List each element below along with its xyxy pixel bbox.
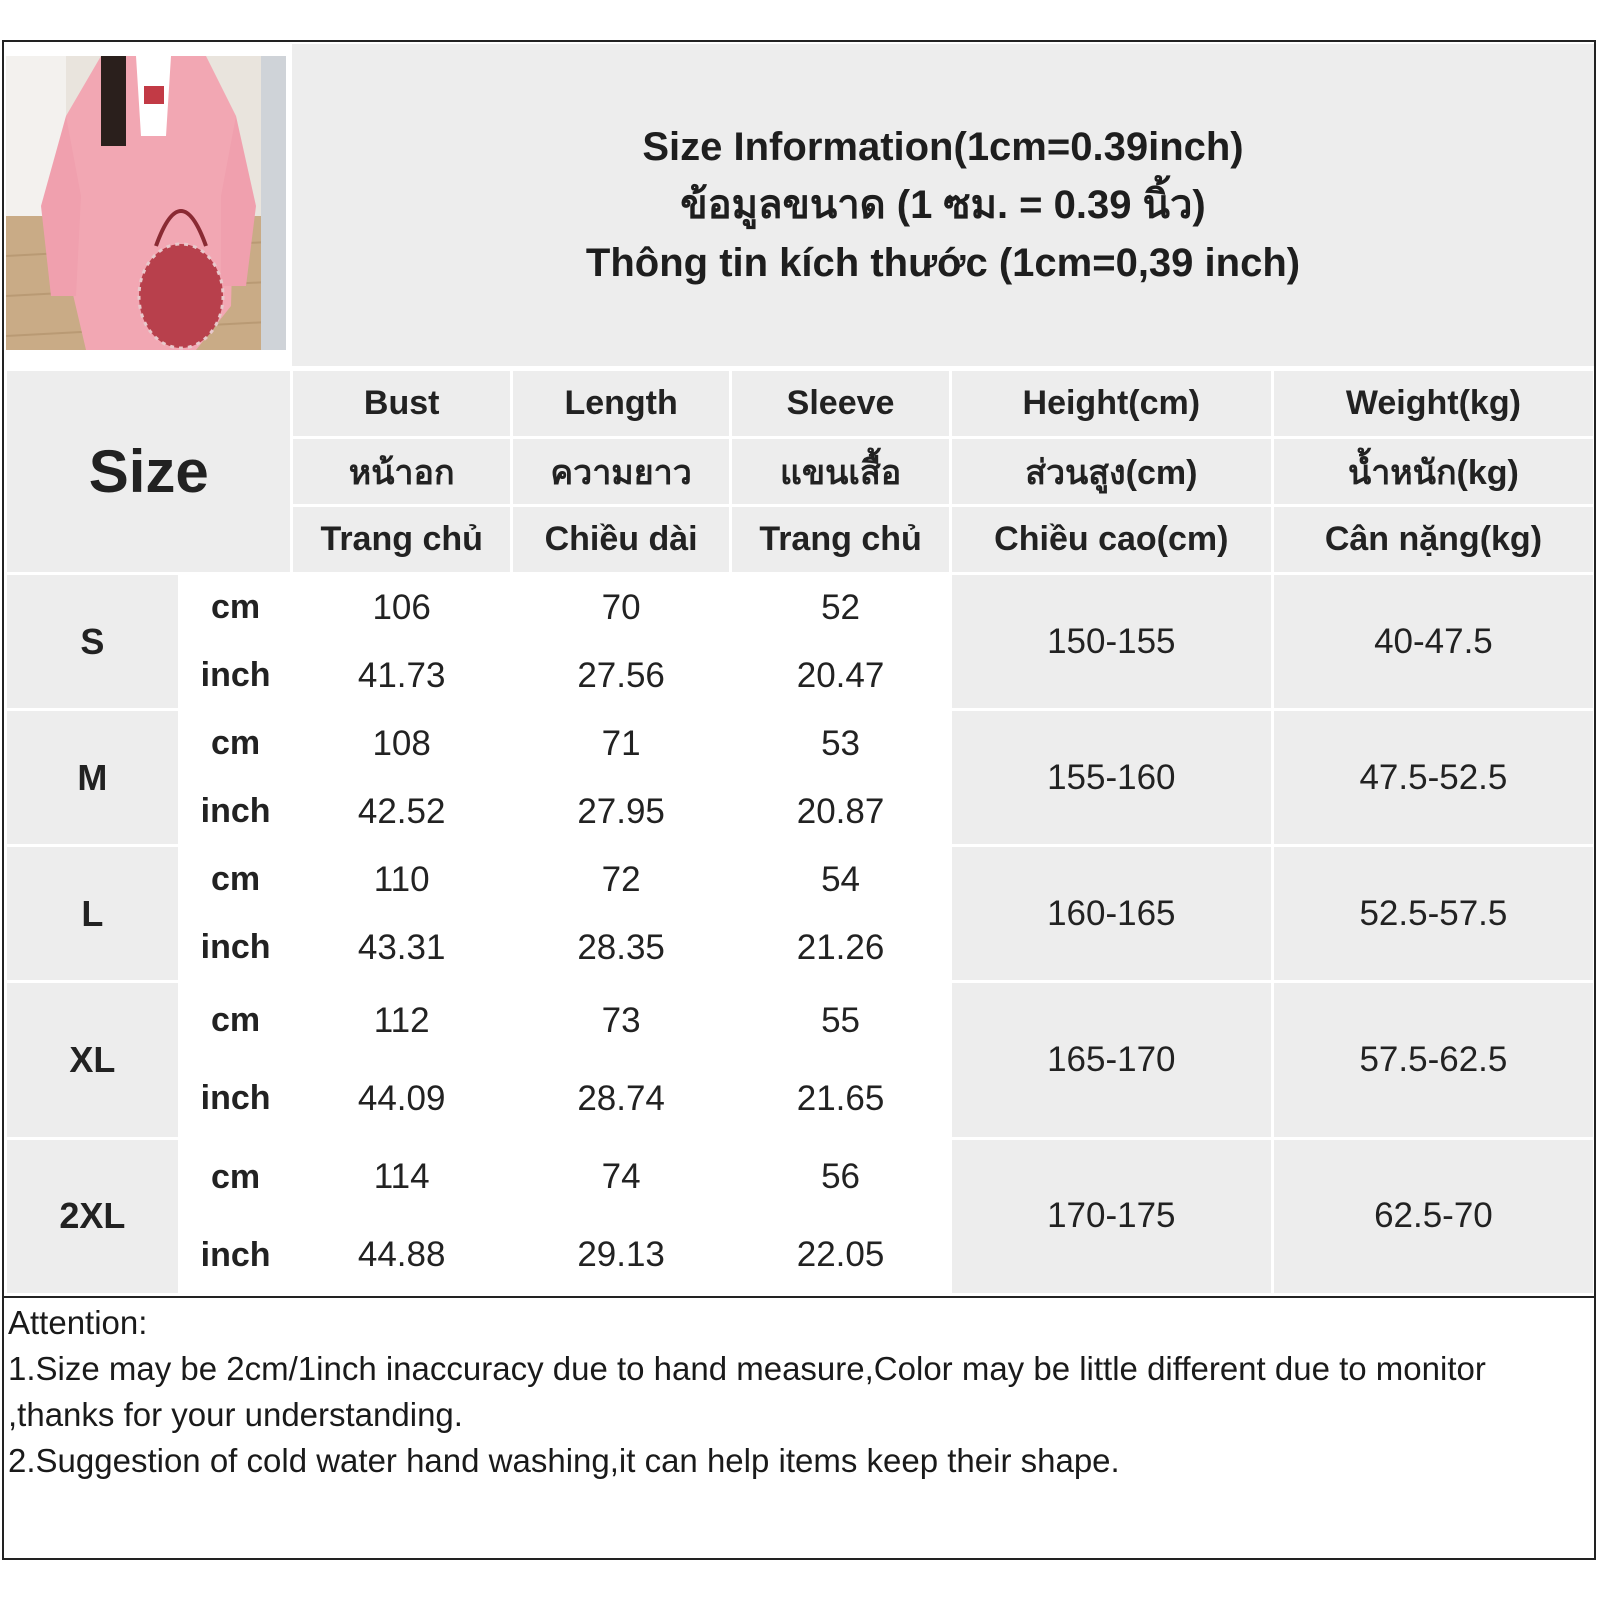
notes-line-2: 2.Suggestion of cold water hand washing,it can help items keep their shape. (8, 1442, 1120, 1479)
weight-range: 57.5-62.5 (1274, 983, 1593, 1136)
length-inch: 28.35 (513, 915, 729, 980)
height-range: 165-170 (952, 983, 1271, 1136)
table-row (7, 983, 1593, 1058)
col-header-bust: Bust (293, 371, 509, 436)
sleeve-cm: 55 (732, 983, 948, 1058)
bust-cm: 108 (293, 711, 509, 776)
notes-divider (4, 1296, 1594, 1298)
col-header-bust-vi: Trang chủ (293, 507, 509, 572)
size-label-m: M (7, 711, 178, 844)
unit-cm: cm (181, 983, 291, 1058)
header-row-english (7, 371, 1593, 436)
bust-cm: 114 (293, 1140, 509, 1215)
sleeve-cm: 54 (732, 847, 948, 912)
length-cm: 72 (513, 847, 729, 912)
length-cm: 74 (513, 1140, 729, 1215)
col-header-weight-thai: น้ำหนัก(kg) (1274, 439, 1593, 504)
unit-cm: cm (181, 575, 291, 640)
size-info-header (292, 44, 1594, 366)
bust-inch: 44.88 (293, 1218, 509, 1293)
sleeve-inch: 21.65 (732, 1061, 948, 1136)
table-row (7, 847, 1593, 912)
sleeve-cm: 53 (732, 711, 948, 776)
size-label-l: L (7, 847, 178, 980)
sleeve-inch: 20.87 (732, 779, 948, 844)
height-range: 150-155 (952, 575, 1271, 708)
unit-inch: inch (181, 915, 291, 980)
table-row (7, 575, 1593, 640)
col-header-sleeve-vi: Trang chủ (732, 507, 948, 572)
length-inch: 27.56 (513, 643, 729, 708)
unit-inch: inch (181, 643, 291, 708)
bust-inch: 43.31 (293, 915, 509, 980)
height-range: 155-160 (952, 711, 1271, 844)
length-cm: 71 (513, 711, 729, 776)
sleeve-inch: 22.05 (732, 1218, 948, 1293)
size-label-s: S (7, 575, 178, 708)
col-header-sleeve-thai: แขนเสื้อ (732, 439, 948, 504)
sleeve-inch: 20.47 (732, 643, 948, 708)
size-label-xl: XL (7, 983, 178, 1136)
bust-cm: 112 (293, 983, 509, 1058)
col-header-height-vi: Chiều cao(cm) (952, 507, 1271, 572)
unit-inch: inch (181, 1061, 291, 1136)
size-label-2xl: 2XL (7, 1140, 178, 1293)
bust-inch: 42.52 (293, 779, 509, 844)
col-header-length: Length (513, 371, 729, 436)
unit-cm: cm (181, 1140, 291, 1215)
bust-inch: 41.73 (293, 643, 509, 708)
bust-cm: 106 (293, 575, 509, 640)
height-range: 170-175 (952, 1140, 1271, 1293)
col-header-weight: Weight(kg) (1274, 371, 1593, 436)
unit-cm: cm (181, 711, 291, 776)
col-header-bust-thai: หน้าอก (293, 439, 509, 504)
product-photo (6, 56, 286, 350)
col-header-length-vi: Chiều dài (513, 507, 729, 572)
length-inch: 27.95 (513, 779, 729, 844)
col-header-height: Height(cm) (952, 371, 1271, 436)
col-header-height-thai: ส่วนสูง(cm) (952, 439, 1271, 504)
size-column-title: Size (7, 371, 290, 572)
weight-range: 47.5-52.5 (1274, 711, 1593, 844)
product-photo-illustration (6, 56, 286, 350)
table-row (7, 1140, 1593, 1215)
attention-notes (8, 1300, 1588, 1484)
height-range: 160-165 (952, 847, 1271, 980)
col-header-weight-vi: Cân nặng(kg) (1274, 507, 1593, 572)
weight-range: 62.5-70 (1274, 1140, 1593, 1293)
notes-line-1: 1.Size may be 2cm/1inch inaccuracy due to hand measure,Color may be little different due to monitor ,thanks for your understanding. (8, 1350, 1486, 1433)
weight-range: 40-47.5 (1274, 575, 1593, 708)
weight-range: 52.5-57.5 (1274, 847, 1593, 980)
sleeve-cm: 56 (732, 1140, 948, 1215)
header-title-vietnamese: Thông tin kích thước (1cm=0,39 inch) (585, 241, 1301, 285)
unit-inch: inch (181, 1218, 291, 1293)
col-header-length-thai: ความยาว (513, 439, 729, 504)
unit-cm: cm (181, 847, 291, 912)
bust-inch: 44.09 (293, 1061, 509, 1136)
length-cm: 73 (513, 983, 729, 1058)
sleeve-cm: 52 (732, 575, 948, 640)
unit-inch: inch (181, 779, 291, 844)
col-header-sleeve: Sleeve (732, 371, 948, 436)
length-cm: 70 (513, 575, 729, 640)
table-row (7, 711, 1593, 776)
sleeve-inch: 21.26 (732, 915, 948, 980)
bust-cm: 110 (293, 847, 509, 912)
size-table (4, 368, 1596, 1296)
header-title-english: Size Information(1cm=0.39inch) (642, 125, 1244, 169)
notes-heading: Attention: (8, 1304, 148, 1341)
length-inch: 29.13 (513, 1218, 729, 1293)
header-title-thai: ข้อมูลขนาด (1 ซม. = 0.39 นิ้ว) (680, 183, 1206, 227)
length-inch: 28.74 (513, 1061, 729, 1136)
